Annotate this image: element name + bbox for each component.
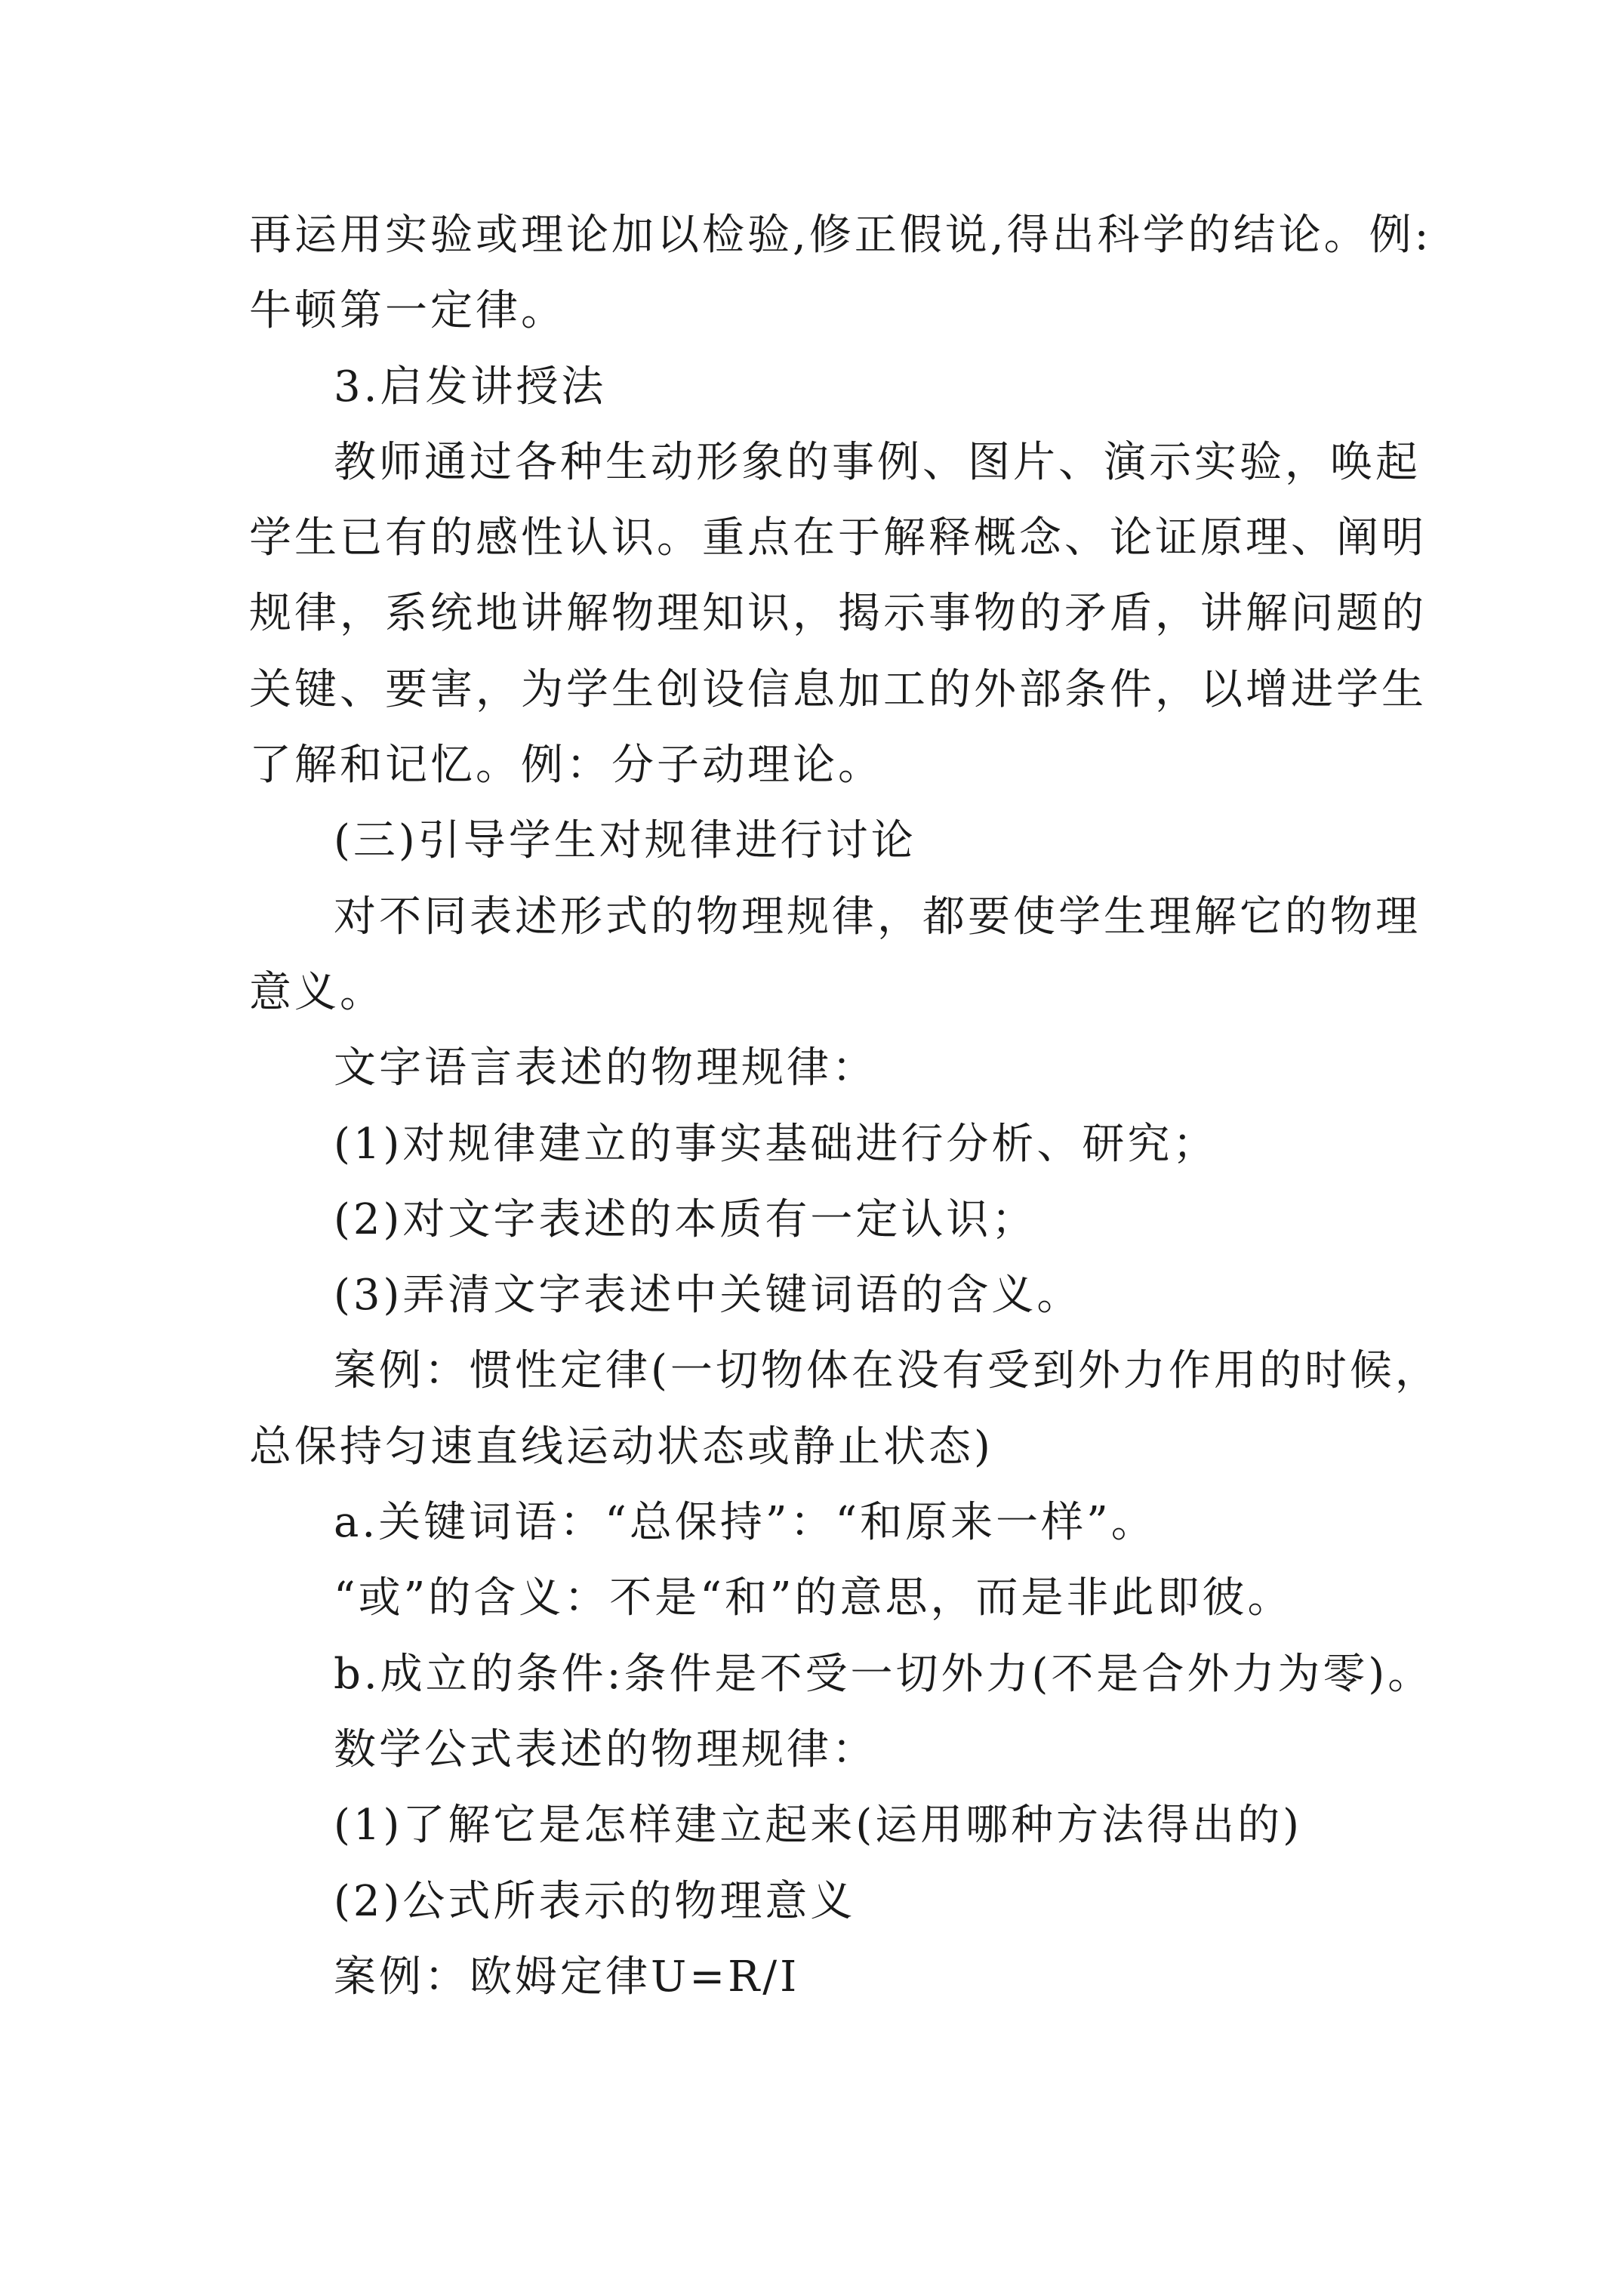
list-item: (1)了解它是怎样建立起来(运用哪种方法得出的): [334, 1801, 1303, 1851]
section-heading-three: (三)引导学生对规律进行讨论: [334, 816, 916, 866]
case-ohms-law: 案例：欧姆定律U=R/I: [334, 1952, 800, 2002]
paragraph-line: 教师通过各种生动形象的事例、图片、演示实验，唤起: [334, 437, 1421, 487]
paragraph-line: 对不同表述形式的物理规律，都要使学生理解它的物理: [334, 892, 1421, 942]
text-line-example: 牛顿第一定律。: [249, 286, 566, 336]
text-line-continuation: 再运用实验或理论加以检验,修正假说,得出科学的结论。例:: [249, 211, 1432, 260]
paragraph-line: 了解和记忆。例：分子动理论。: [249, 741, 883, 791]
subheading-formula-laws: 数学公式表述的物理规律：: [334, 1724, 877, 1774]
case-point-b: b.成立的条件:条件是不受一切外力(不是合外力为零)。: [334, 1649, 1434, 1699]
list-item: (3)弄清文字表述中关键词语的含义。: [334, 1271, 1083, 1321]
list-item: (2)公式所表示的物理意义: [334, 1876, 856, 1926]
case-line: 案例：惯性定律(一切物体在没有受到外力作用的时候，: [334, 1346, 1440, 1396]
body-text: [249, 198, 1440, 2015]
section-heading-3: 3.启发讲授法: [334, 362, 607, 411]
paragraph-line: 规律，系统地讲解物理知识，揭示事物的矛盾，讲解问题的: [249, 589, 1427, 639]
paragraph-line: 关键、要害，为学生创设信息加工的外部条件，以增进学生: [249, 664, 1427, 714]
case-line: 总保持匀速直线运动状态或静止状态): [249, 1422, 993, 1472]
subheading-text-laws: 文字语言表述的物理规律：: [334, 1043, 877, 1093]
paragraph-line: 意义。: [249, 967, 385, 1017]
list-item: (1)对规律建立的事实基础进行分析、研究；: [334, 1119, 1218, 1169]
paragraph-line: 学生已有的感性认识。重点在于解释概念、论证原理、阐明: [249, 513, 1427, 563]
list-item: (2)对文字表述的本质有一定认识；: [334, 1194, 1037, 1244]
case-point-a: a.关键词语：“总保持”：“和原来一样”。: [334, 1498, 1156, 1548]
case-point-note: “或”的含义：不是“和”的意思，而是非此即彼。: [334, 1573, 1293, 1623]
